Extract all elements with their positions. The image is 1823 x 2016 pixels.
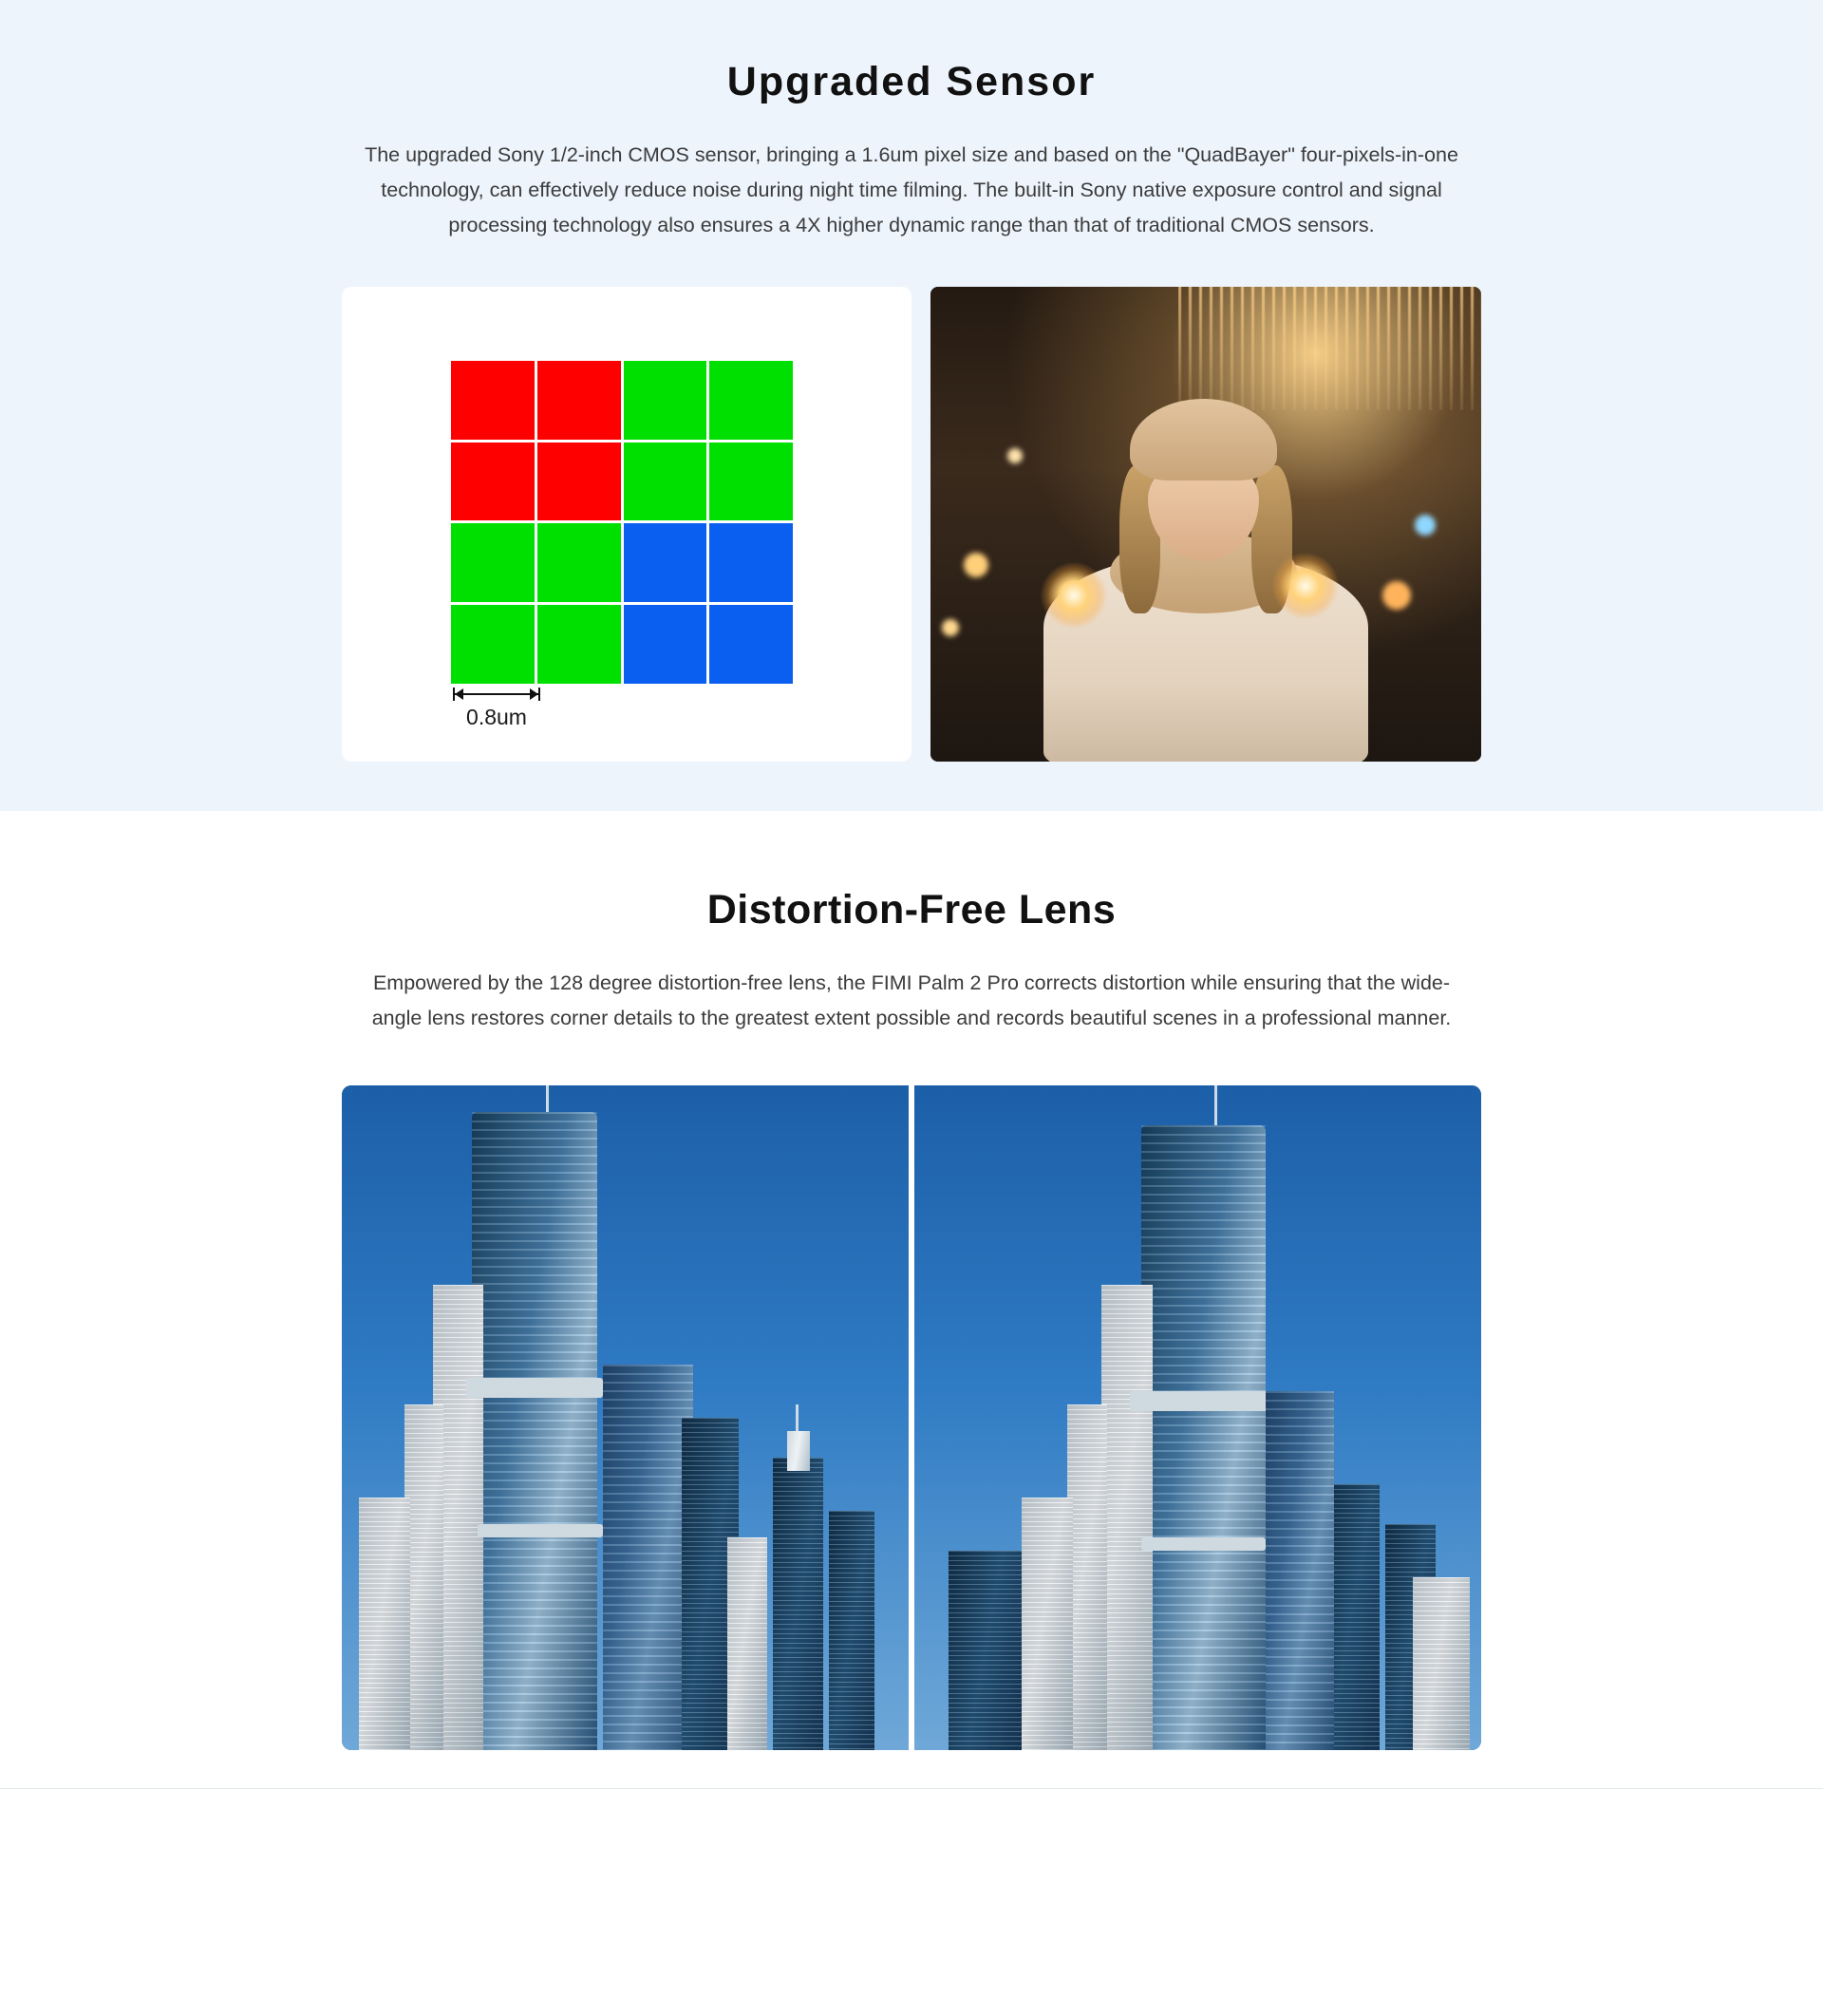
pixel-cell: [709, 361, 793, 440]
pixel-cell: [451, 361, 535, 440]
description-upgraded-sensor: The upgraded Sony 1/2-inch CMOS sensor, bringing a 1.6um pixel size and based on the "QuadBayer" four-pixels-in-one technology, can effectively reduce noise during night time filming. The built-in Sony native exposure control and signal processing technology also ensures a 4X higher dynamic range than that of traditional CMOS sensors.: [365, 143, 1458, 236]
pixel-cell: [537, 523, 621, 602]
section-distortion-free-lens: [0, 811, 1823, 1788]
page-title-distortion-free-lens: Distortion-Free Lens: [706, 886, 1117, 933]
description-distortion-free-lens: Empowered by the 128 degree distortion-free lens, the FIMI Palm 2 Pro corrects distortion while ensuring that the wide-angle lens restores corner details to the greatest extent possible and records beautiful scenes in a professional manner.: [371, 970, 1452, 1029]
pixel-grid: [451, 361, 793, 684]
pixel-cell: [624, 605, 707, 684]
pixel-cell: [709, 605, 793, 684]
section-upgraded-sensor: [0, 0, 1823, 811]
pixel-cell: [537, 443, 621, 521]
dimension-bottom-0-8um: [453, 688, 540, 730]
page-title-upgraded-sensor: Upgraded Sensor: [726, 59, 1097, 104]
pixel-cell: [624, 523, 707, 602]
pixel-cell: [537, 605, 621, 684]
dimension-bottom-label: 0.8um: [466, 704, 527, 729]
page-bottom-divider: [0, 1788, 1823, 1789]
pixel-cell: [624, 361, 707, 440]
pixel-cell: [709, 443, 793, 521]
quad-bayer-diagram: [451, 361, 793, 729]
quad-bayer-diagram-card: [342, 287, 912, 762]
night-portrait-sparklers-photo: [930, 287, 1481, 762]
skyscraper-photo-left: [342, 1085, 909, 1750]
pixel-cell: [709, 523, 793, 602]
pixel-cell: [451, 523, 535, 602]
pixel-cell: [624, 443, 707, 521]
pixel-cell: [451, 443, 535, 521]
sensor-media-row: [342, 287, 1481, 762]
pixel-cell: [451, 605, 535, 684]
pixel-cell: [537, 361, 621, 440]
dimension-bottom-arrow: [453, 688, 540, 701]
lens-comparison-row: [342, 1085, 1481, 1750]
skyscraper-photo-right: [914, 1085, 1481, 1750]
